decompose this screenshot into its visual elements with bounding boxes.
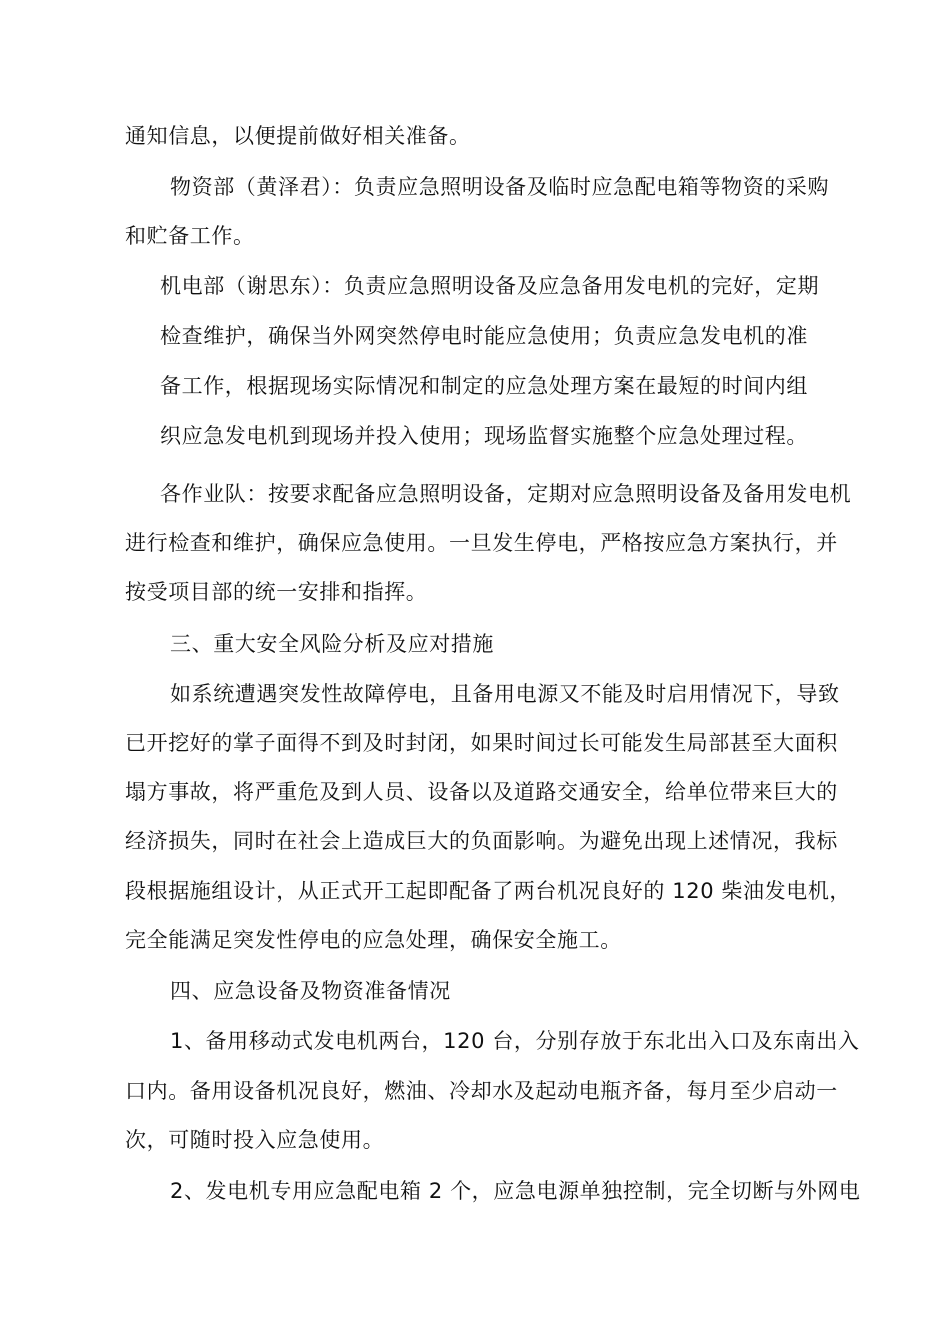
text-line-17: 完全能满足突发性停电的应急处理，确保安全施工。 [125, 928, 622, 952]
text-line-15: 经济损失，同时在社会上造成巨大的负面影响。为避免出现上述情况，我标 [125, 829, 838, 853]
text-line-9: 进行检查和维护，确保应急使用。一旦发生停电，严格按应急方案执行，并 [125, 531, 838, 555]
text-line-1: 通知信息，以便提前做好相关准备。 [125, 124, 471, 148]
text-line-8: 各作业队：按要求配备应急照明设备，定期对应急照明设备及备用发电机 [160, 482, 852, 506]
text-line-10: 按受项目部的统一安排和指挥。 [125, 580, 428, 604]
section-heading-4: 四、应急设备及物资准备情况 [170, 979, 451, 1003]
text-line-14: 塌方事故，将严重危及到人员、设备以及道路交通安全，给单位带来巨大的 [125, 780, 838, 804]
text-line-5: 检查维护，确保当外网突然停电时能应急使用；负责应急发电机的准 [160, 324, 808, 348]
text-line-20: 口内。备用设备机况良好，燃油、冷却水及起动电瓶齐备，每月至少启动一 [125, 1079, 838, 1103]
text-line-2: 物资部（黄泽君）：负责应急照明设备及临时应急配电箱等物资的采购 [170, 175, 830, 199]
text-line-7: 织应急发电机到现场并投入使用；现场监督实施整个应急处理过程。 [160, 424, 808, 448]
section-heading-3: 三、重大安全风险分析及应对措施 [170, 632, 494, 656]
text-line-21: 次，可随时投入应急使用。 [125, 1128, 385, 1152]
text-line-4: 机电部（谢思东）：负责应急照明设备及应急备用发电机的完好，定期 [160, 274, 820, 298]
text-line-13: 已开挖好的掌子面得不到及时封闭，如果时间过长可能发生局部甚至大面积 [125, 731, 838, 755]
text-line-16: 段根据施组设计，从正式开工起即配备了两台机况良好的 120 柴油发电机， [125, 879, 852, 903]
text-line-6: 备工作，根据现场实际情况和制定的应急处理方案在最短的时间内组 [160, 374, 808, 398]
text-line-12: 如系统遭遇突发性故障停电，且备用电源又不能及时启用情况下，导致 [170, 682, 840, 706]
text-line-22: 2、发电机专用应急配电箱 2 个，应急电源单独控制，完全切断与外网电 [170, 1179, 861, 1203]
text-line-3: 和贮备工作。 [125, 224, 255, 248]
text-line-19: 1、备用移动式发电机两台，120 台，分别存放于东北出入口及东南出入 [170, 1029, 860, 1053]
